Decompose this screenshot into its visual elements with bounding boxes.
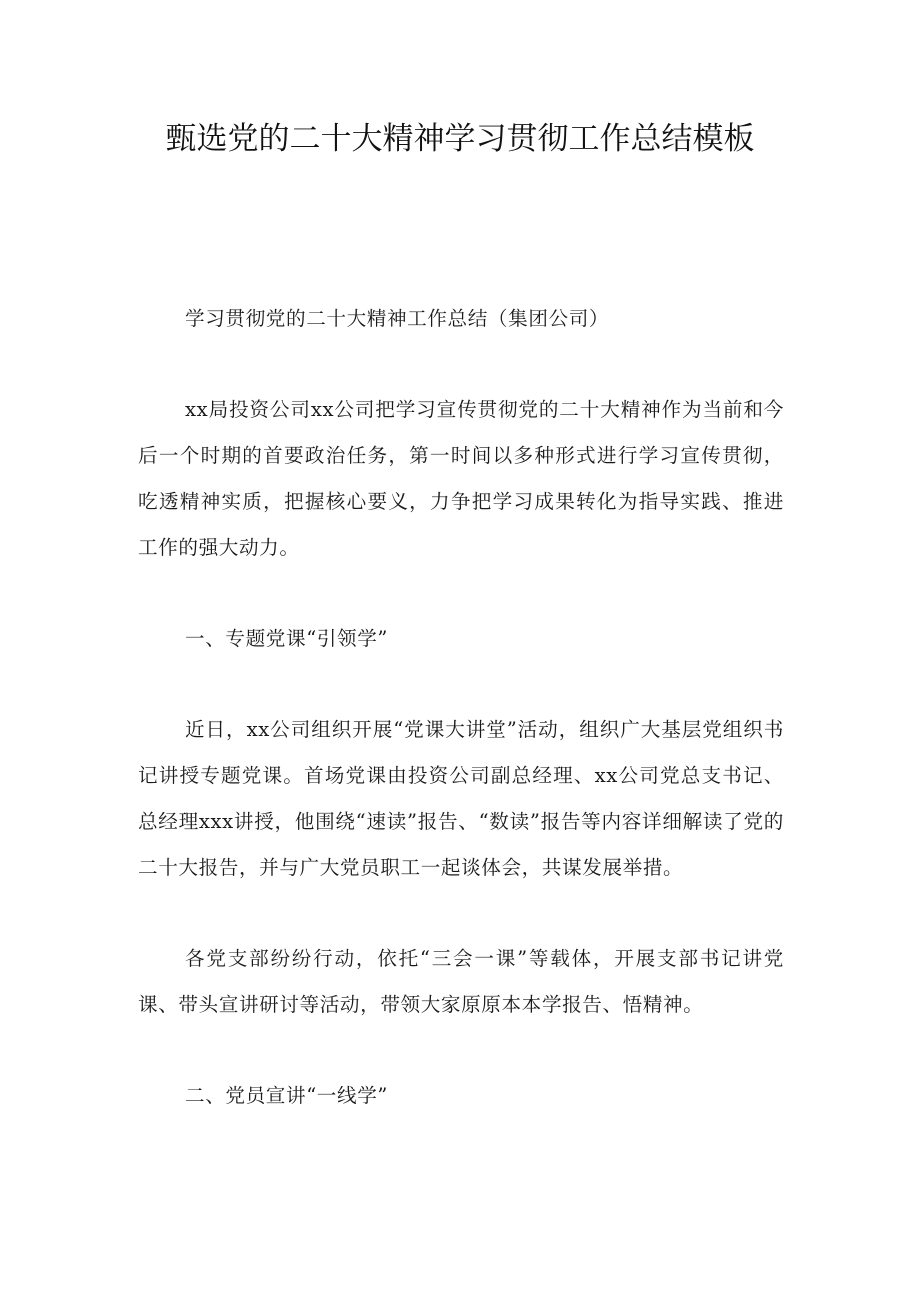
section-heading-1: 一、专题党课“引领学” [185,627,389,650]
section-heading-2: 二、党员宣讲“一线学” [185,1084,389,1107]
document-title: 甄选党的二十大精神学习贯彻工作总结模板 [165,121,755,157]
paragraph-branch-action: 各党支部纷纷行动，依托“三会一课”等载体，开展支部书记讲党课、带头宣讲研讨等活动，带领大家原原本本学报告、悟精神。 [138,947,784,1016]
paragraph-intro: xx局投资公司xx公司把学习宣传贯彻党的二十大精神作为当前和今后一个时期的首要政治任务，第一时间以多种形式进行学习宣传贯彻，吃透精神实质，把握核心要义，力争把学习成果转化为指导实践、推进工作的强大动力。 [138,398,784,559]
paragraph-subtitle: 学习贯彻党的二十大精神工作总结（集团公司） [185,307,610,330]
document-body [138,296,784,1164]
paragraph-party-lecture: 近日，xx公司组织开展“党课大讲堂”活动，组织广大基层党组织书记讲授专题党课。首场党课由投资公司副总经理、xx公司党总支书记、总经理xxx讲授，他围绕“速读”报告、“数读”报告等内容详细解读了党的二十大报告，并与广大党员职工一起谈体会，共谋发展举措。 [138,718,784,879]
